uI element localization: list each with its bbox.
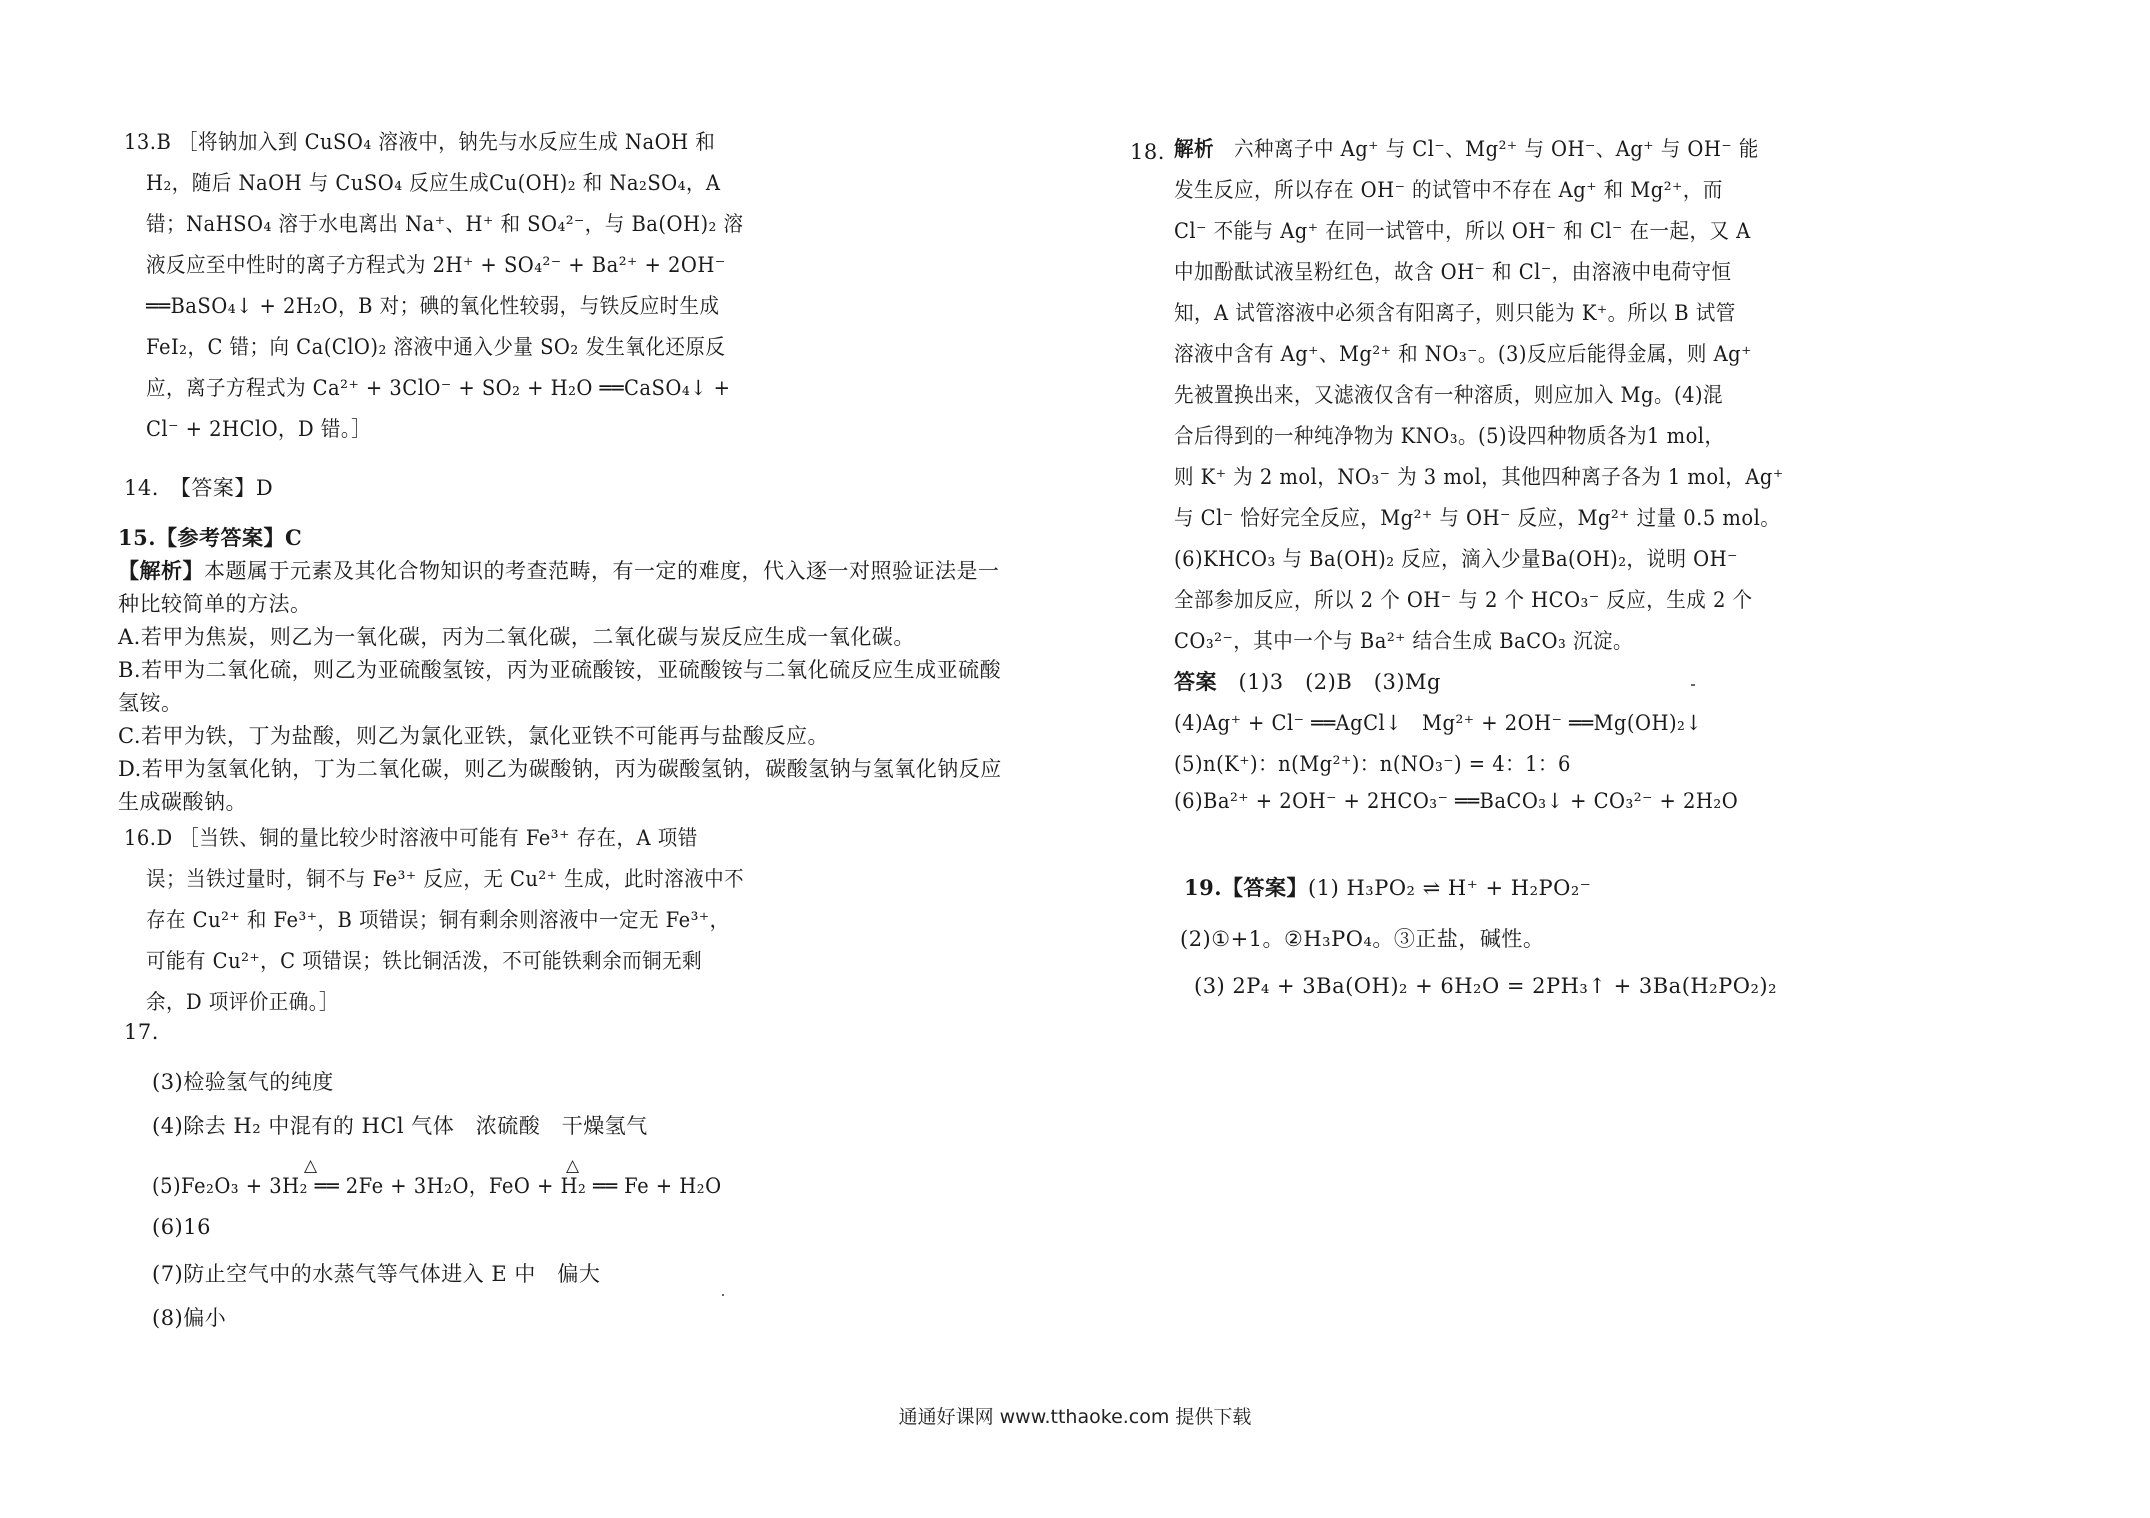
q16-line-5: 余，D 项评价正确。］: [146, 990, 339, 1014]
q18-answer-line-1: 答案 (1)3 (2)B (3)Mg: [1174, 669, 1441, 694]
q18-line-3: Cl⁻ 不能与 Ag⁺ 在同一试管中，所以 OH⁻ 和 Cl⁻ 在一起，又 A: [1174, 219, 1751, 243]
scan-speck-2: [722, 1294, 724, 1296]
q13-line-5: ══BaSO₄↓ + 2H₂O，B 对；碘的氧化性较弱，与铁反应时生成: [146, 294, 720, 318]
q13-line-7: 应，离子方程式为 Ca²⁺ + 3ClO⁻ + SO₂ + H₂O ══CaSO₄↓ +: [146, 376, 731, 400]
q18-answer-line-3: (5)n(K⁺)：n(Mg²⁺)：n(NO₃⁻) = 4：1：6: [1174, 752, 1571, 776]
q18-line-6: 溶液中含有 Ag⁺、Mg²⁺ 和 NO₃⁻。(3)反应后能得金属，则 Ag⁺: [1174, 342, 1752, 366]
q15-option-c: C.若甲为铁，丁为盐酸，则乙为氯化亚铁，氯化亚铁不可能再与盐酸反应。: [118, 724, 829, 748]
delta-symbol-2: △: [566, 1156, 580, 1176]
q15-analysis-label: 【解析】: [118, 558, 204, 583]
q18-line-1: 解析 六种离子中 Ag⁺ 与 Cl⁻、Mg²⁺ 与 OH⁻、Ag⁺ 与 OH⁻ 能: [1174, 136, 1759, 161]
q19-answer-line-3: (3) 2P₄ + 3Ba(OH)₂ + 6H₂O = 2PH₃↑ + 3Ba(H₂PO₂)₂: [1194, 974, 1778, 998]
q13-line-2: H₂，随后 NaOH 与 CuSO₄ 反应生成Cu(OH)₂ 和 Na₂SO₄，A: [146, 171, 721, 195]
q18-line-5: 知，A 试管溶液中必须含有阳离子，则只能为 K⁺。所以 B 试管: [1174, 301, 1736, 325]
q16-line-2: 误；当铁过量时，铜不与 Fe³⁺ 反应，无 Cu²⁺ 生成，此时溶液中不: [146, 867, 745, 891]
q14-answer: 14. 【答案】D: [124, 476, 274, 500]
q18-answer-line-2: (4)Ag⁺ + Cl⁻ ══AgCl↓ Mg²⁺ + 2OH⁻ ══Mg(OH)₂↓: [1174, 711, 1703, 735]
q16-line-1: 16.D ［当铁、铜的量比较少时溶液中可能有 Fe³⁺ 存在，A 项错: [124, 826, 698, 850]
q18-line-7: 先被置换出来，又滤液仅含有一种溶质，则应加入 Mg。(4)混: [1174, 383, 1724, 407]
q18-line-9: 则 K⁺ 为 2 mol，NO₃⁻ 为 3 mol，其他四种离子各为 1 mol，Ag⁺: [1174, 465, 1784, 489]
scan-speck-1: [1691, 684, 1695, 686]
q15-option-d-line-1: D.若甲为氢氧化钠，丁为二氧化碳，则乙为碳酸钠，丙为碳酸氢钠，碳酸氢钠与氢氧化钠反应: [118, 757, 1002, 781]
q13-line-8: Cl⁻ + 2HClO，D 错。］: [146, 417, 372, 441]
q18-line-8: 合后得到的一种纯净物为 KNO₃。(5)设四种物质各为1 mol，: [1174, 424, 1725, 448]
q18-line-2: 发生反应，所以存在 OH⁻ 的试管中不存在 Ag⁺ 和 Mg²⁺，而: [1174, 178, 1723, 202]
q17-part-7: (7)防止空气中的水蒸气等气体进入 E 中 偏大: [152, 1262, 601, 1286]
q18-analysis-label: 解析: [1174, 136, 1214, 161]
page-footer: 通通好课网 www.tthaoke.com 提供下载: [898, 1406, 1252, 1428]
q13-line-6: FeI₂，C 错；向 Ca(ClO)₂ 溶液中通入少量 SO₂ 发生氧化还原反: [146, 335, 726, 359]
q17-head: 17.: [124, 1020, 159, 1044]
q18-line-11: (6)KHCO₃ 与 Ba(OH)₂ 反应，滴入少量Ba(OH)₂，说明 OH⁻: [1174, 547, 1738, 571]
q15-head: 15.【参考答案】C: [118, 525, 303, 550]
q16-line-3: 存在 Cu²⁺ 和 Fe³⁺，B 项错误；铜有剩余则溶液中一定无 Fe³⁺，: [146, 908, 730, 932]
q19-head: 19.【答案】: [1184, 875, 1309, 900]
q18-line-4: 中加酚酞试液呈粉红色，故含 OH⁻ 和 Cl⁻，由溶液中电荷守恒: [1174, 260, 1732, 284]
q15-analysis-line-2: 种比较简单的方法。: [118, 592, 312, 616]
q17-part-4: (4)除去 H₂ 中混有的 HCl 气体 浓硫酸 干燥氢气: [152, 1114, 648, 1138]
q13-line-3: 错；NaHSO₄ 溶于水电离出 Na⁺、H⁺ 和 SO₄²⁻，与 Ba(OH)₂ 溶: [146, 212, 744, 236]
delta-symbol-1: △: [304, 1156, 318, 1176]
q17-part-8: (8)偏小: [152, 1306, 227, 1330]
q15-option-d-line-2: 生成碳酸钠。: [118, 790, 247, 814]
q15-option-b-line-1: B.若甲为二氧化硫，则乙为亚硫酸氢铵，丙为亚硫酸铵，亚硫酸铵与二氧化硫反应生成亚硫酸: [118, 658, 1002, 682]
q18-line-10: 与 Cl⁻ 恰好完全反应，Mg²⁺ 与 OH⁻ 反应，Mg²⁺ 过量 0.5 mol。: [1174, 506, 1781, 530]
q16-line-4: 可能有 Cu²⁺，C 项错误；铁比铜活泼，不可能铁剩余而铜无剩: [146, 949, 703, 973]
q17-part-5: (5)Fe₂O₃ + 3H₂ ══ 2Fe + 3H₂O，FeO + H₂ ══ Fe + H₂O: [152, 1174, 722, 1198]
q18-answer-label: 答案: [1174, 669, 1217, 694]
q15-option-b-line-2: 氢铵。: [118, 691, 183, 715]
q18-line-12: 全部参加反应，所以 2 个 OH⁻ 与 2 个 HCO₃⁻ 反应，生成 2 个: [1174, 588, 1753, 612]
q18-number: 18.: [1130, 140, 1165, 164]
q13-line-4: 液反应至中性时的离子方程式为 2H⁺ + SO₄²⁻ + Ba²⁺ + 2OH⁻: [146, 253, 726, 277]
q13-line-1: 13.B ［将钠加入到 CuSO₄ 溶液中，钠先与水反应生成 NaOH 和: [124, 130, 716, 154]
q17-part-6: (6)16: [152, 1215, 211, 1239]
q18-answer-line-4: (6)Ba²⁺ + 2OH⁻ + 2HCO₃⁻ ══BaCO₃↓ + CO₃²⁻ + 2H₂O: [1174, 789, 1739, 813]
q15-option-a: A.若甲为焦炭，则乙为一氧化碳，丙为二氧化碳，二氧化碳与炭反应生成一氧化碳。: [118, 625, 915, 649]
q18-line-13: CO₃²⁻，其中一个与 Ba²⁺ 结合生成 BaCO₃ 沉淀。: [1174, 629, 1633, 653]
q15-analysis-line-1: 【解析】本题属于元素及其化合物知识的考查范畴，有一定的难度，代入逐一对照验证法是一: [118, 558, 1000, 583]
q19-answer-line-1: 19.【答案】(1) H₃PO₂ ⇌ H⁺ + H₂PO₂⁻: [1184, 875, 1592, 900]
q19-answer-line-2: (2)①+1。②H₃PO₄。③正盐，碱性。: [1180, 927, 1545, 951]
q17-part-3: (3)检验氢气的纯度: [152, 1070, 334, 1094]
